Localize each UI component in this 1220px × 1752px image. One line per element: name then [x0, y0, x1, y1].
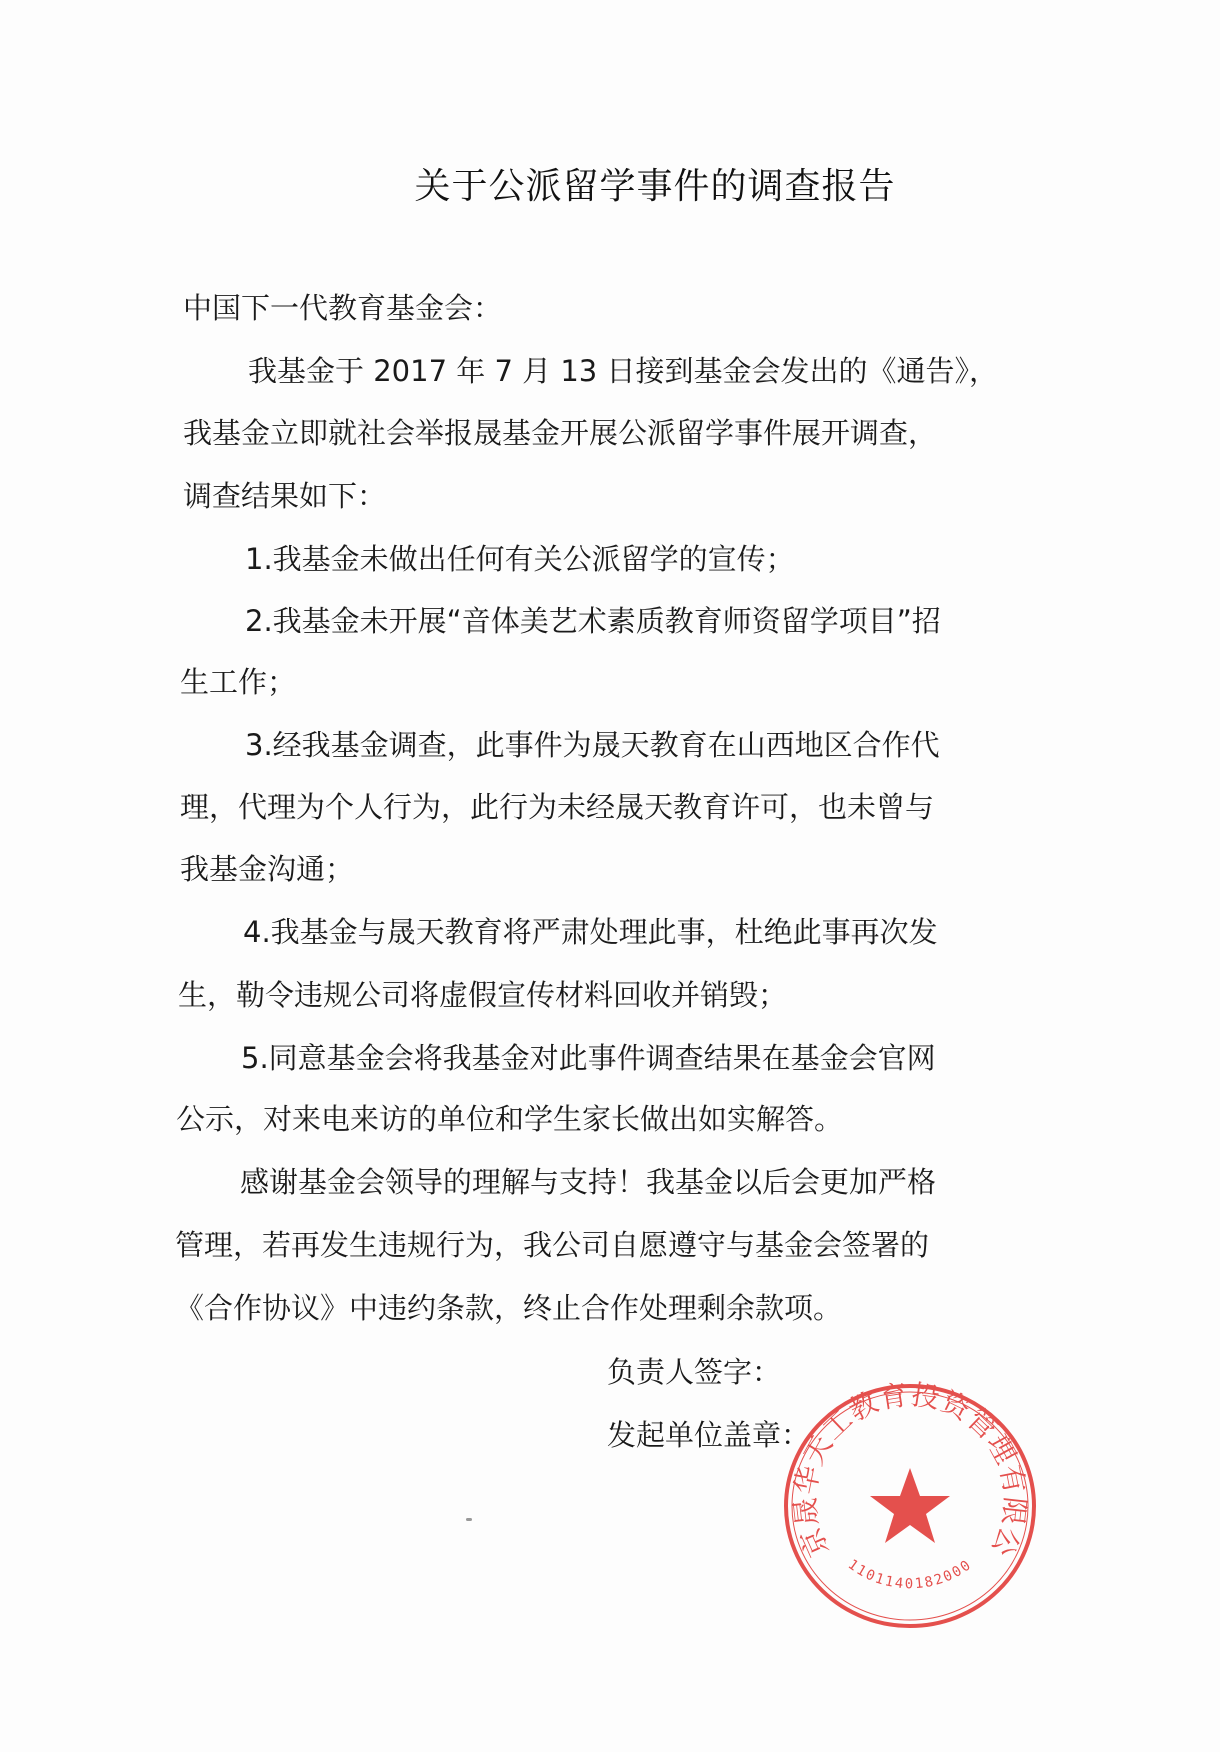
seal-organization-text: 京晟华天工教育投资管理有限公 — [788, 1377, 1032, 1563]
seal-label: 发起单位盖章： — [607, 1418, 811, 1452]
item-2-line-2: 生工作； — [180, 665, 297, 699]
closing-line-1: 感谢基金会领导的理解与支持！我基金以后会更加严格 — [240, 1165, 937, 1199]
item-5-line-1: 5.同意基金会将我基金对此事件调查结果在基金会官网 — [241, 1041, 936, 1075]
item-4-line-2: 生，勒令违规公司将虚假宣传材料回收并销毁； — [178, 978, 788, 1012]
signature-label: 负责人签字： — [607, 1355, 782, 1389]
intro-line-2: 我基金立即就社会举报晟基金开展公派留学事件展开调查， — [183, 416, 938, 450]
item-1-line-1: 1.我基金未做出任何有关公派留学的宣传； — [245, 542, 795, 576]
scan-speck — [466, 1518, 472, 1521]
svg-text:1101140182000 — [845, 1557, 976, 1593]
item-5-line-2: 公示，对来电来访的单位和学生家长做出如实解答。 — [176, 1102, 844, 1136]
item-3-line-3: 我基金沟通； — [180, 852, 355, 886]
item-2-line-1: 2.我基金未开展“音体美艺术素质教育师资留学项目”招 — [245, 604, 941, 638]
company-seal-stamp — [775, 1376, 1045, 1636]
intro-line-3: 调查结果如下： — [183, 479, 387, 513]
salutation: 中国下一代教育基金会： — [183, 291, 503, 325]
seal-number-text: 1101140182000 — [844, 1556, 976, 1593]
closing-line-2: 管理，若再发生违规行为，我公司自愿遵守与基金会签署的 — [175, 1228, 930, 1262]
seal-star-icon — [870, 1468, 950, 1543]
closing-line-3: 《合作协议》中违约条款，终止合作处理剩余款项。 — [175, 1291, 843, 1325]
item-3-line-1: 3.经我基金调查，此事件为晟天教育在山西地区合作代 — [245, 728, 940, 762]
item-3-line-2: 理，代理为个人行为，此行为未经晟天教育许可，也未曾与 — [180, 790, 935, 824]
document-title: 关于公派留学事件的调查报告 — [414, 166, 896, 207]
svg-text:北京晟华天工教育投资管理有限公司 — [775, 1376, 1032, 1562]
item-4-line-1: 4.我基金与晟天教育将严肃处理此事，杜绝此事再次发 — [243, 915, 938, 949]
intro-line-1: 我基金于 2017 年 7 月 13 日接到基金会发出的《通告》， — [248, 354, 998, 388]
